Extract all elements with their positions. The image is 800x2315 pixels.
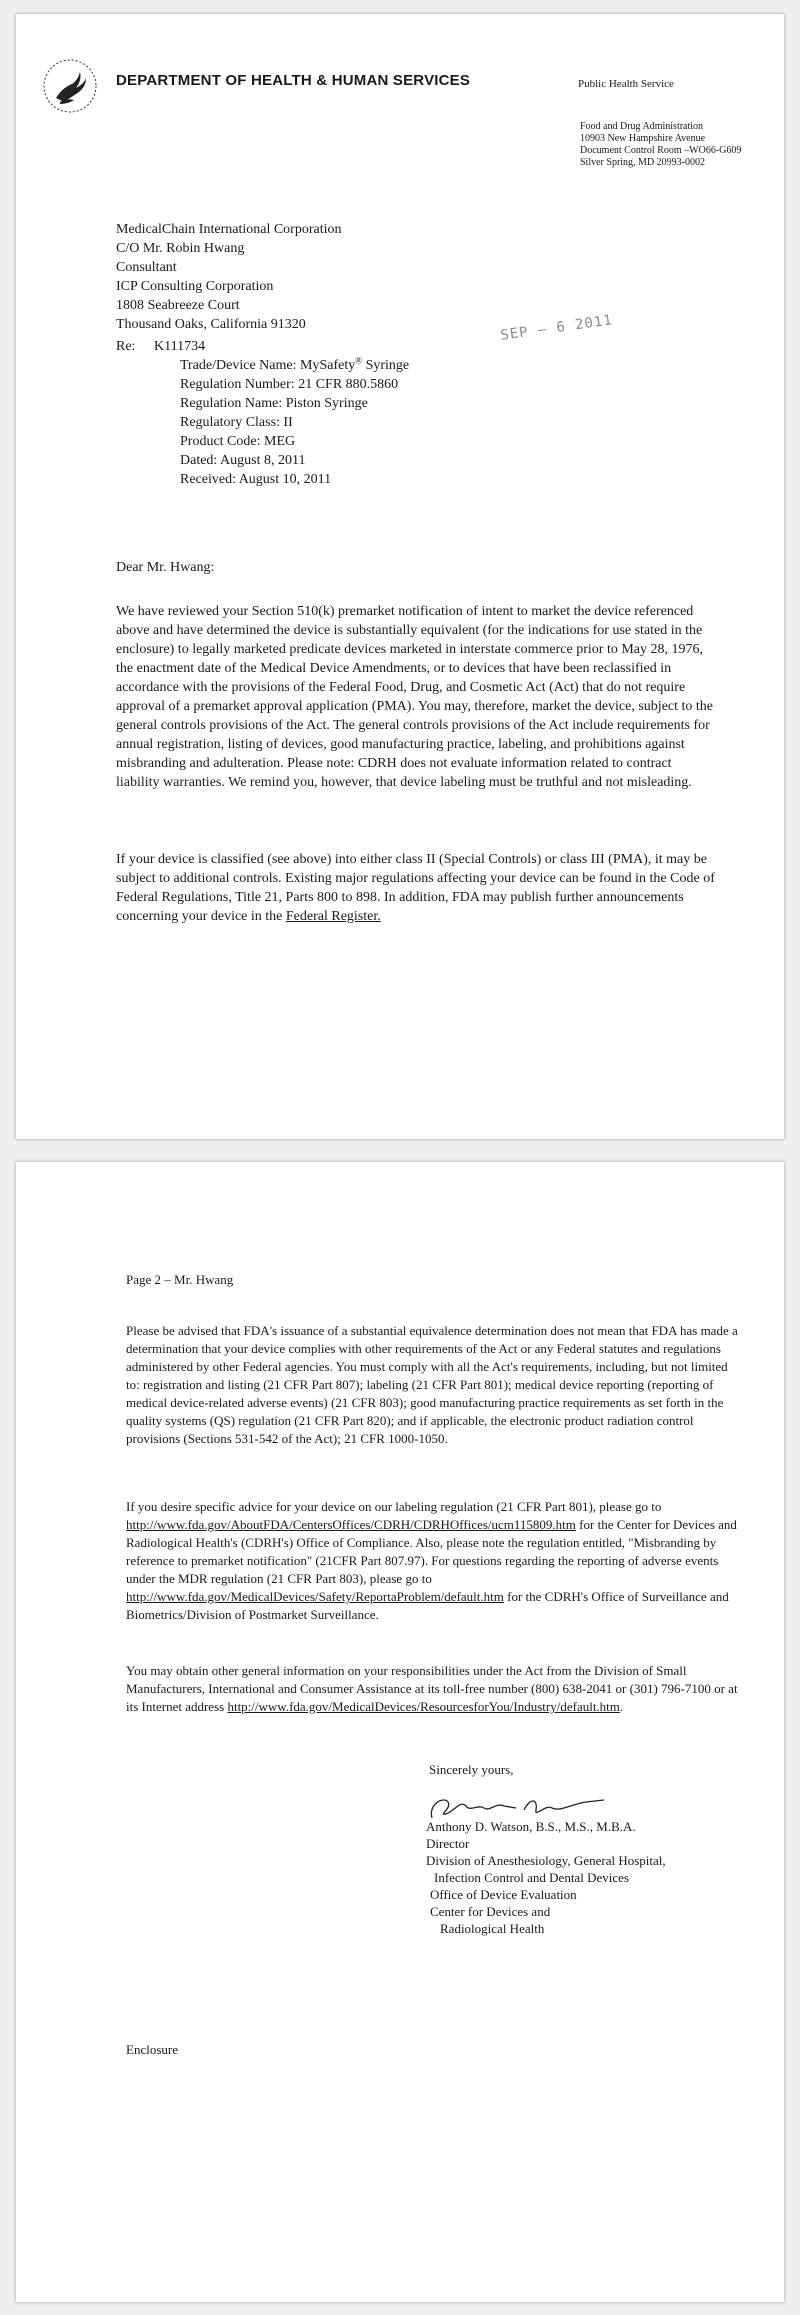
page-2-header: Page 2 – Mr. Hwang (126, 1272, 234, 1287)
page2-paragraph-1: Please be advised that FDA's issuance of a substantial equivalence determination does not mean that FDA has made a determination that your device complies with other requirements of the Act or any Federal statutes and regulations administered by other Federal agencies. You must comply with all the Act's requirements, including, but not limited to: registration and listing (21 CFR Part 807); labeling (21 CFR Part 801); medical device reporting (reporting of medical device-related adverse events) (21 CFR 803); good manufacturing practice requirements as set forth in the quality systems (QS) regulation (21 CFR Part 820); and if applicable, the electronic product radiation control provisions (Sections 531-542 of the Act); 21 CFR 1000-1050. (126, 1323, 738, 1446)
signer-name: Anthony D. Watson, B.S., M.S., M.B.A. (426, 1819, 636, 1834)
body-paragraph-2: If your device is classified (see above) into either class II (Special Controls) or class III (PMA), it may be subject to additional controls. Existing major regulations affecting your device can be found in the Code of Federal Regulations, Title 21, Parts 800 to 898. In addition, FDA may publish further announcements concerning your device in the Federal Register. (116, 852, 715, 924)
hhs-seal-icon (42, 58, 98, 114)
recipient-line: C/O Mr. Robin Hwang (116, 241, 245, 256)
industry-resources-link[interactable]: http://www.fda.gov/MedicalDevices/ResourcesforYou/Industry/default.htm (227, 1699, 620, 1714)
letter-page-2 (16, 1162, 784, 2302)
page2-paragraph-3: You may obtain other general information on your responsibilities under the Act from the Division of Small Manufacturers, International and Consumer Assistance at its toll-free number (800) 638-2041 or (301) 796-7100 or at its Internet address http://www.fda.gov/MedicalDevices/ResourcesforYou/Industry/default.htm. (126, 1663, 738, 1714)
re-line: Dated: August 8, 2011 (180, 453, 306, 468)
fda-address-line: Document Control Room –WO66-G609 (580, 145, 742, 156)
body-paragraph-1: We have reviewed your Section 510(k) premarket notification of intent to market the device referenced above and have determined the device is substantially equivalent (for the indications for use stated in the enclosure) to legally marketed predicate devices marketed in interstate commerce prior to May 28, 1976, the enactment date of the Medical Device Amendments, or to devices that have been reclassified in accordance with the provisions of the Federal Food, Drug, and Cosmetic Act (Act) that do not require approval of a premarket approval application (PMA). You may, therefore, market the device, subject to the general controls provisions of the Act. The general controls provisions of the Act include requirements for annual registration, listing of devices, good manufacturing practice, labeling, and prohibitions against misbranding and adulteration. Please note: CDRH does not evaluate information related to contract liability warranties. We remind you, however, that device labeling must be truthful and not misleading. (116, 604, 714, 790)
date-stamp: SEP – 6 2011 (499, 312, 614, 344)
signer-division: Division of Anesthesiology, General Hospital, (426, 1853, 666, 1868)
signer-center: Center for Devices and (430, 1904, 551, 1919)
re-line: Product Code: MEG (180, 434, 296, 449)
recipient-line: ICP Consulting Corporation (116, 279, 274, 294)
fda-address-line: Silver Spring, MD 20993-0002 (580, 157, 705, 168)
recipient-address (116, 220, 342, 334)
fda-address-line: Food and Drug Administration (580, 121, 704, 132)
k-number: K111734 (154, 339, 206, 354)
trade-device-name: Trade/Device Name: MySafety® Syringe (180, 355, 410, 373)
recipient-line: MedicalChain International Corporation (116, 222, 342, 237)
signer-division: Infection Control and Dental Devices (434, 1870, 629, 1885)
re-label: Re: (116, 339, 136, 354)
page2-paragraph-2: If you desire specific advice for your device on our labeling regulation (21 CFR Part 801), please go to http://www.fda.gov/AboutFDA/CentersOffices/CDRH/CDRHOffices/ucm115809.htm for the Center for Devices and Radiological Health's (CDRH's) Office of Compliance. Also, please note the regulation entitled, "Misbranding by reference to premarket notification" (21CFR Part 807.97). For questions regarding the reporting of adverse events under the MDR regulation (21 CFR Part 803), please go to http://www.fda.gov/MedicalDevices/Safety/ReportaProblem/default.htm for the CDRH's Office of Surveillance and Biometrics/Division of Postmarket Surveillance. (126, 1499, 737, 1622)
letter-page-1 (16, 14, 784, 1139)
re-line: Regulation Name: Piston Syringe (180, 396, 368, 411)
fda-address-line: 10903 New Hampshire Avenue (580, 133, 706, 144)
salutation: Dear Mr. Hwang: (116, 560, 215, 575)
signoff: Sincerely yours, (429, 1762, 514, 1777)
re-line: Regulatory Class: II (180, 415, 293, 430)
department-name: DEPARTMENT OF HEALTH & HUMAN SERVICES (116, 72, 471, 89)
signer-title: Director (426, 1836, 470, 1851)
recipient-line: 1808 Seabreeze Court (116, 298, 240, 313)
re-line: Regulation Number: 21 CFR 880.5860 (180, 377, 399, 392)
fda-address (580, 121, 776, 169)
signer-office: Office of Device Evaluation (430, 1887, 577, 1902)
re-details (154, 337, 409, 489)
recipient-line: Thousand Oaks, California 91320 (116, 317, 306, 332)
report-problem-link[interactable]: http://www.fda.gov/MedicalDevices/Safety/ReportaProblem/default.htm (126, 1589, 504, 1604)
federal-register-link[interactable]: Federal Register. (285, 909, 381, 924)
public-health-service: Public Health Service (578, 78, 674, 90)
signature-block (426, 1818, 666, 1937)
enclosure-label: Enclosure (126, 2042, 178, 2057)
labeling-link[interactable]: http://www.fda.gov/AboutFDA/CentersOffices/CDRH/CDRHOffices/ucm115809.htm (126, 1517, 576, 1532)
re-line: Received: August 10, 2011 (180, 472, 332, 487)
signer-center: Radiological Health (440, 1921, 545, 1936)
recipient-line: Consultant (116, 260, 177, 275)
